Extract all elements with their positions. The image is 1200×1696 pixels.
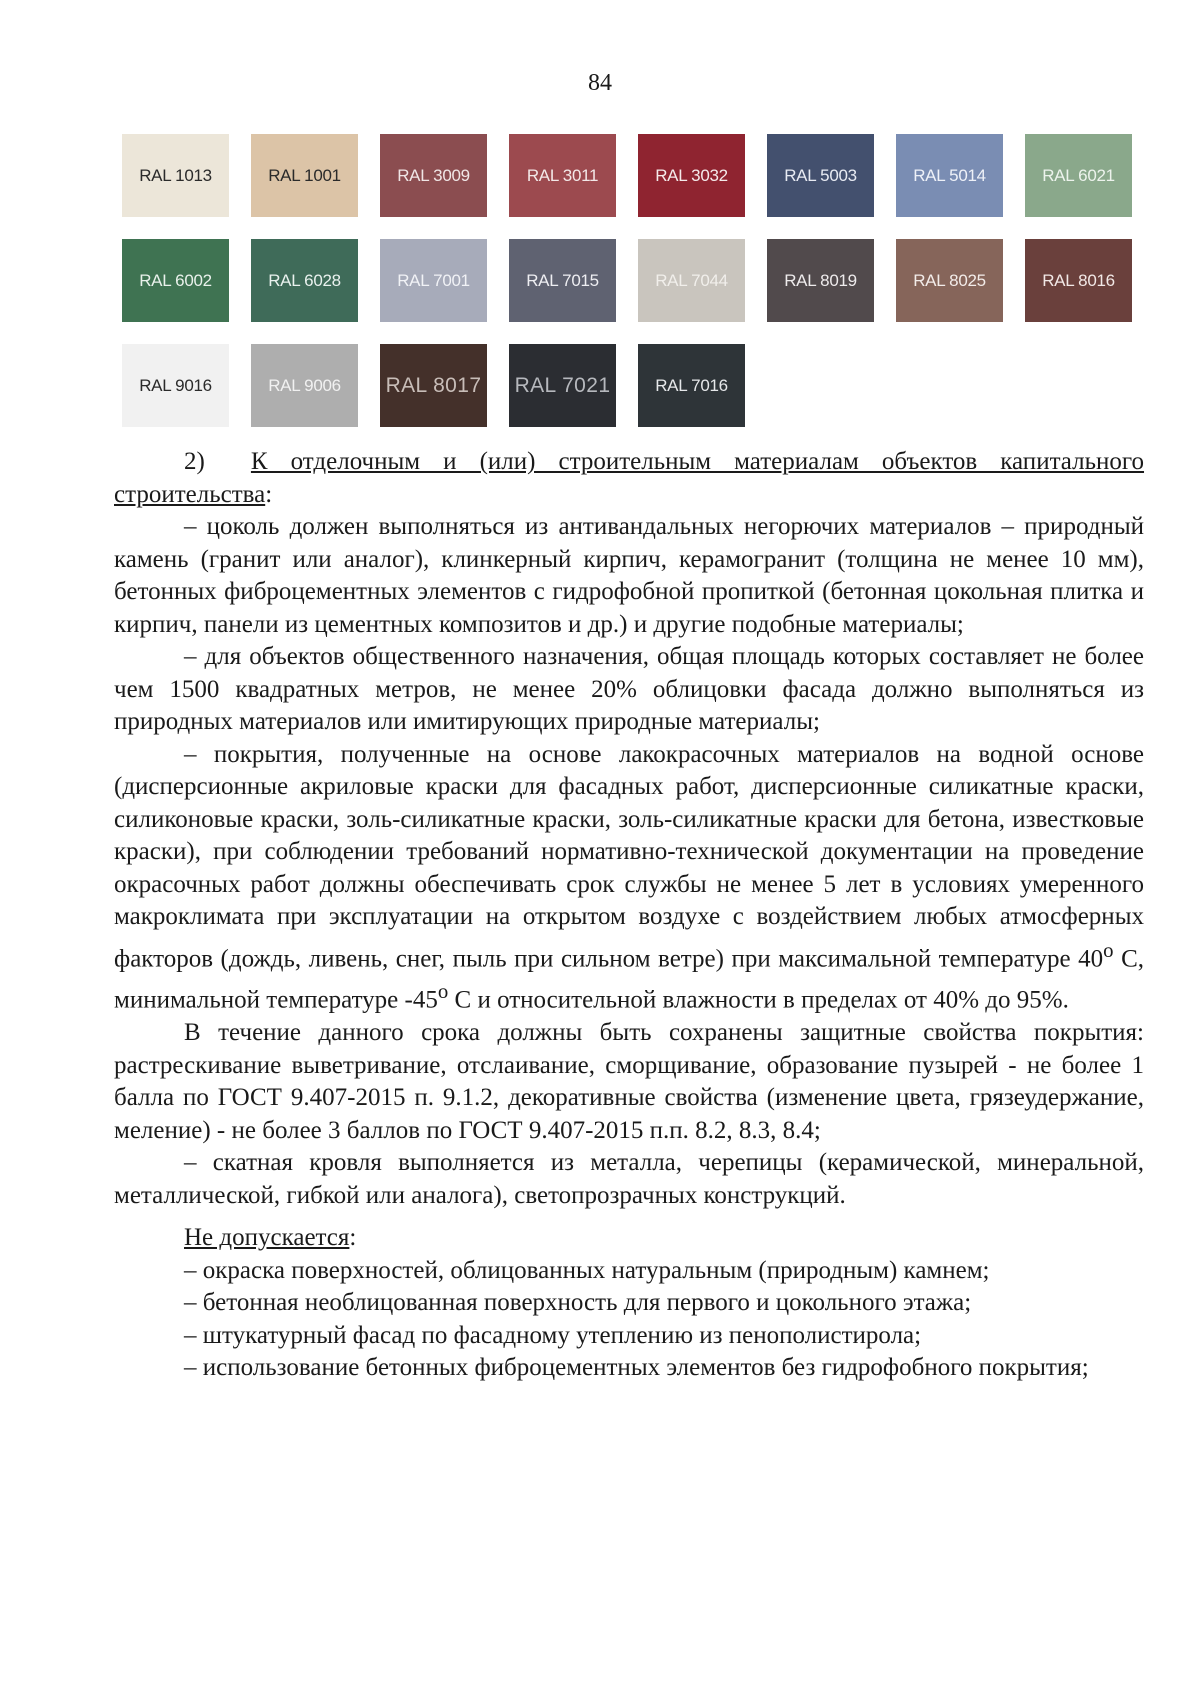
color-swatch-ral-3011: RAL 3011: [509, 134, 616, 217]
coatings-text-a: – покрытия, полученные на основе лакокрасочных материалов на водной основе (дисперсионные акриловые краски для фасадных работ, дисперсионные силикатные краски, силиконовые краски, золь-силикатные краски, золь-силикатные краски для бетона, известковые краски), при соблюдении требований нормативно-технической документации на проведение окрасочных работ должны обеспечивать срок службы не менее 5 лет в условиях умеренного макроклимата при эксплуатации на открытом воздухе с воздействием любых атмосферных факторов (дождь, ливень, снег, пыль при сильном ветре) при максимальной температуре 40: [114, 740, 1144, 972]
color-swatch-ral-9006: RAL 9006: [251, 344, 358, 427]
list-item-plaster-facade: – штукатурный фасад по фасадному утеплению из пенополистирола;: [184, 1321, 922, 1349]
swatch-row-3: [122, 344, 1137, 427]
list-item-stone-painting: – окраска поверхностей, облицованных натуральным (природным) камнем;: [184, 1256, 990, 1284]
paragraph-plinth: – цоколь должен выполняться из антивандальных негорючих материалов – природный камень (гранит или аналог), клинкерный кирпич, керамогранит (толщина не менее 10 мм), бетонных фиброцементных элементов с гидрофобной пропиткой (бетонная цокольная плитка и кирпич, панели из цементных композитов и др.) и другие подобные материалы;: [114, 513, 1144, 638]
not-allowed-heading: Не допускается: [184, 1224, 350, 1252]
list-item-bare-concrete: – бетонная необлицованная поверхность для первого и цокольного этажа;: [184, 1289, 972, 1317]
coatings-text-c: С и относительной влажности в пределах от 40% до 95%.: [448, 986, 1069, 1014]
paragraph-coatings: [114, 739, 1144, 1018]
paragraph-public-facades: – для объектов общественного назначения, общая площадь которых составляет не более чем 1500 квадратных метров, не менее 20% облицовки фасада должно выполняться из природных материалов или имитирующих природные материалы;: [114, 643, 1144, 735]
color-swatch-ral-1013: RAL 1013: [122, 134, 229, 217]
color-swatch-ral-6002: RAL 6002: [122, 239, 229, 322]
heading-colon: :: [265, 480, 273, 508]
color-swatch-ral-1001: RAL 1001: [251, 134, 358, 217]
color-swatch-ral-8025: RAL 8025: [896, 239, 1003, 322]
document-body: [114, 446, 1144, 1385]
color-swatch-ral-3009: RAL 3009: [380, 134, 487, 217]
swatch-row-2: [122, 239, 1137, 322]
color-swatch-ral-3032: RAL 3032: [638, 134, 745, 217]
ral-color-palette: [122, 134, 1137, 449]
degree-sup-2: о: [437, 979, 449, 1004]
paragraph-materials-heading: [114, 446, 1144, 511]
color-swatch-ral-7016: RAL 7016: [638, 344, 745, 427]
color-swatch-ral-8016: RAL 8016: [1025, 239, 1132, 322]
swatch-row-1: [122, 134, 1137, 217]
paragraph-not-allowed-heading: [114, 1222, 1144, 1255]
color-swatch-ral-9016: RAL 9016: [122, 344, 229, 427]
color-swatch-ral-5003: RAL 5003: [767, 134, 874, 217]
list-item-fiber-cement: – использование бетонных фиброцементных элементов без гидрофобного покрытия;: [184, 1354, 1089, 1382]
color-swatch-ral-6028: RAL 6028: [251, 239, 358, 322]
color-swatch-ral-6021: RAL 6021: [1025, 134, 1132, 217]
paragraph-roofing: – скатная кровля выполняется из металла, черепицы (керамической, минеральной, металлической, гибкой или аналога), светопрозрачных конструкций.: [114, 1149, 1144, 1209]
color-swatch-ral-7021: RAL 7021: [509, 344, 616, 427]
color-swatch-ral-7015: RAL 7015: [509, 239, 616, 322]
materials-heading: К отделочным и (или) строительным материалам объектов капитального строительства: [114, 448, 1145, 508]
coatings-text-b: С, минимальной температуре -45: [114, 944, 1144, 1014]
paragraph-protective-properties: В течение данного срока должны быть сохранены защитные свойства покрытия: растрескивание выветривание, отслаивание, сморщивание, образование пузырей - не более 1 балла по ГОСТ 9.407-2015 п. 9.1.2, декоративные свойства (изменение цвета, грязеудержание, меление) - не более 3 баллов по ГОСТ 9.407-2015 п.п. 8.2, 8.3, 8.4;: [114, 1019, 1144, 1144]
color-swatch-ral-5014: RAL 5014: [896, 134, 1003, 217]
color-swatch-ral-8017: RAL 8017: [380, 344, 487, 427]
not-allowed-colon: :: [349, 1224, 357, 1252]
color-swatch-ral-7001: RAL 7001: [380, 239, 487, 322]
degree-sup-1: о: [1103, 937, 1114, 962]
item-number: 2): [184, 448, 205, 475]
color-swatch-ral-7044: RAL 7044: [638, 239, 745, 322]
color-swatch-ral-8019: RAL 8019: [767, 239, 874, 322]
page-number: 84: [588, 70, 612, 96]
